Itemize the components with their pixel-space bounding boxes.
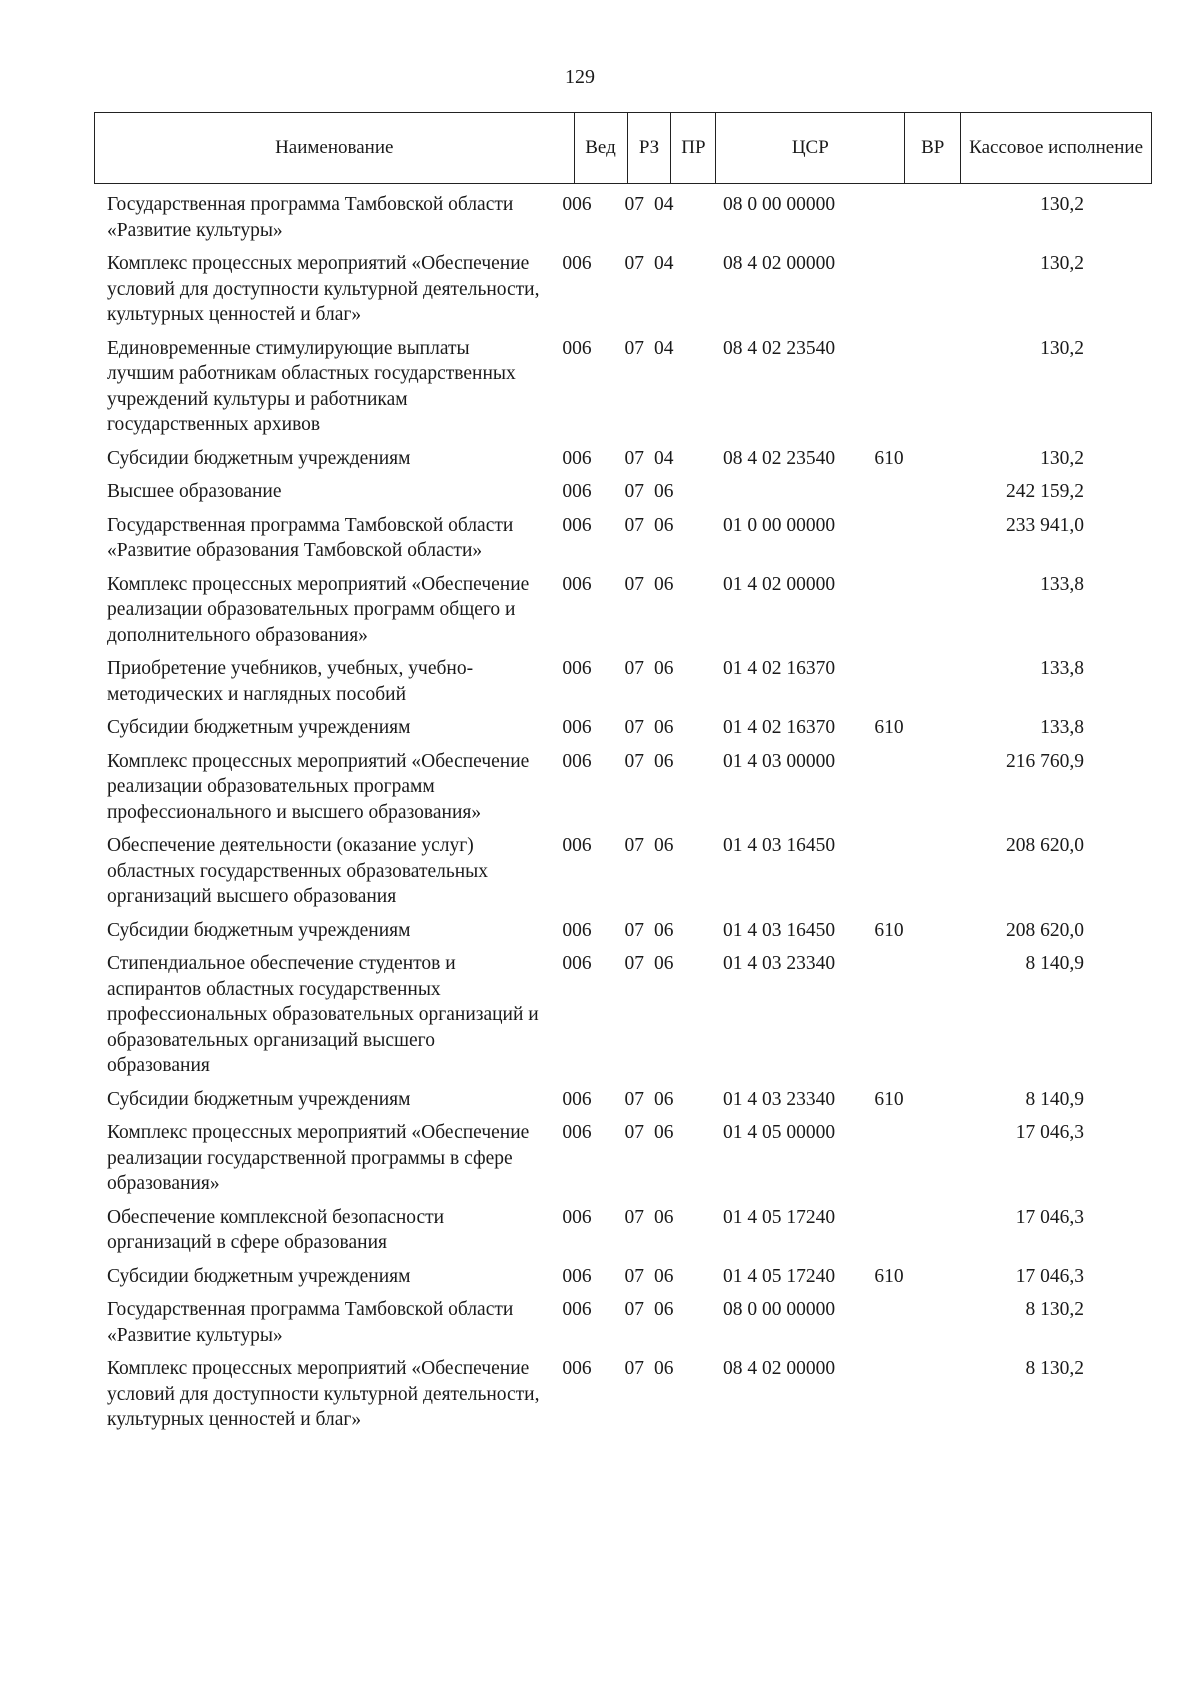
cell-ved: 006 [562,481,592,502]
cell-rz: 07 [624,253,644,274]
cell-ved: 006 [562,953,592,974]
table-row [94,1264,1152,1298]
cell-kas: 133,8 [1040,573,1084,595]
cell-ved: 006 [562,447,592,469]
cell-name: Единовременные стимулирующие выплаты лучшим работникам областных государственных учреждений культуры и работникам государственных архивов [107,337,516,435]
table-row [94,192,1152,251]
cell-vr [853,1356,925,1433]
cell-ved: 006 [562,1265,592,1287]
cell-rz: 07 [624,573,644,595]
cell-vr [853,951,925,1079]
cell-ved: 006 [562,1206,592,1228]
cell-vr: 610 [874,717,904,738]
cell-csr: 01 4 05 17240 [722,1206,836,1228]
cell-pr: 06 [654,573,674,595]
cell-name: Комплекс процессных мероприятий «Обеспечение условий для доступности культурной деятельности, культурных ценностей и благ» [107,253,540,325]
cell-name: Приобретение учебников, учебных, учебно-методических и наглядных пособий [107,658,474,705]
cell-kas: 130,2 [1040,253,1084,274]
cell-pr: 06 [654,1122,674,1143]
cell-kas: 130,2 [1040,337,1084,359]
cell-name: Государственная программа Тамбовской области «Развитие культуры» [107,194,514,241]
cell-name: Высшее образование [107,481,282,502]
cell-ved: 006 [562,835,592,856]
cell-rz: 07 [624,1299,644,1320]
cell-name: Комплекс процессных мероприятий «Обеспечение реализации образовательных программ профессионального и высшего образования» [107,750,530,823]
cell-rz: 07 [624,1206,644,1228]
cell-csr: 08 0 00 00000 [722,194,836,215]
cell-ved: 006 [562,1299,592,1320]
cell-vr [853,192,925,243]
cell-vr [853,572,925,649]
cell-ved: 006 [562,337,592,359]
cell-name: Субсидии бюджетным учреждениям [107,717,411,738]
cell-pr: 04 [654,337,674,359]
cell-kas: 17 046,3 [1015,1122,1084,1143]
cell-rz: 07 [624,658,644,679]
cell-pr: 06 [654,1358,674,1379]
cell-rz: 07 [624,835,644,856]
cell-name: Обеспечение деятельности (оказание услуг) областных государственных образовательных организаций высшего образования [107,835,489,907]
table-header [94,112,1152,184]
table-row [94,833,1152,918]
cell-name: Стипендиальное обеспечение студентов и аспирантов областных государственных профессиональных образовательных организаций и образовательных организаций высшего образования [107,953,539,1076]
cell-kas: 8 140,9 [1025,953,1084,974]
header-csr: ЦСР [716,113,905,183]
table-row [94,251,1152,336]
cell-kas: 8 130,2 [1025,1299,1084,1320]
table-row [94,918,1152,952]
table-row [94,1120,1152,1205]
table-body [94,184,1152,1441]
cell-rz: 07 [624,447,644,469]
cell-vr [853,1120,925,1197]
cell-csr: 01 4 02 00000 [722,573,836,595]
cell-pr: 06 [654,481,674,502]
cell-vr [853,513,925,564]
budget-table [94,112,1152,1441]
cell-name: Субсидии бюджетным учреждениям [107,1088,411,1110]
header-ved: Вед [575,113,628,183]
cell-rz: 07 [624,194,644,215]
cell-pr: 06 [654,750,674,772]
cell-ved: 006 [562,658,592,679]
cell-pr: 06 [654,1265,674,1287]
cell-ved: 006 [562,253,592,274]
cell-pr: 06 [654,1088,674,1110]
cell-name: Субсидии бюджетным учреждениям [107,447,411,469]
cell-rz: 07 [624,750,644,772]
cell-kas: 130,2 [1040,447,1084,469]
table-row [94,513,1152,572]
header-kas: Кассовое исполнение [961,113,1152,183]
table-row [94,479,1152,513]
cell-name: Комплекс процессных мероприятий «Обеспечение реализации образовательных программ общего и дополнительного образования» [107,573,530,646]
header-rz: РЗ [628,113,672,183]
cell-csr: 08 4 02 23540 [722,447,836,469]
cell-csr: 01 4 03 23340 [722,953,836,974]
cell-vr [853,336,925,438]
cell-name: Комплекс процессных мероприятий «Обеспечение реализации государственной программы в сфере образования» [107,1122,530,1194]
cell-ved: 006 [562,514,592,536]
cell-rz: 07 [624,919,644,941]
table-row [94,1297,1152,1356]
cell-kas: 233 941,0 [1006,514,1084,536]
cell-rz: 07 [624,953,644,974]
table-row [94,749,1152,834]
table-row [94,656,1152,715]
cell-pr: 06 [654,717,674,738]
cell-pr: 06 [654,658,674,679]
cell-kas: 8 130,2 [1025,1358,1084,1379]
table-row [94,951,1152,1087]
cell-ved: 006 [562,717,592,738]
cell-rz: 07 [624,1265,644,1287]
cell-vr [853,479,925,505]
cell-pr: 06 [654,953,674,974]
cell-rz: 07 [624,1088,644,1110]
cell-csr: 01 4 05 17240 [722,1265,836,1287]
cell-csr: 01 4 03 16450 [722,919,836,941]
table-row [94,1205,1152,1264]
cell-vr [853,749,925,826]
cell-csr: 01 4 05 00000 [722,1122,836,1143]
cell-pr: 06 [654,514,674,536]
cell-csr: 08 0 00 00000 [722,1299,836,1320]
cell-rz: 07 [624,481,644,502]
cell-kas: 8 140,9 [1025,1088,1084,1110]
cell-vr [853,1297,925,1348]
cell-vr [853,1205,925,1256]
cell-ved: 006 [562,573,592,595]
cell-name: Субсидии бюджетным учреждениям [107,919,411,941]
cell-name: Государственная программа Тамбовской области «Развитие образования Тамбовской области» [107,514,514,561]
cell-kas: 17 046,3 [1015,1265,1084,1287]
cell-ved: 006 [562,750,592,772]
header-pr: ПР [671,113,716,183]
table-row [94,336,1152,446]
cell-pr: 06 [654,835,674,856]
cell-rz: 07 [624,717,644,738]
cell-csr: 01 0 00 00000 [722,514,836,536]
cell-pr: 04 [654,447,674,469]
cell-rz: 07 [624,1358,644,1379]
cell-name: Обеспечение комплексной безопасности организаций в сфере образования [107,1206,445,1253]
cell-name: Субсидии бюджетным учреждениям [107,1265,411,1287]
cell-csr: 01 4 02 16370 [722,658,836,679]
cell-ved: 006 [562,1122,592,1143]
cell-vr [853,251,925,328]
table-row [94,1087,1152,1121]
cell-csr: 01 4 02 16370 [722,717,836,738]
cell-vr: 610 [874,447,904,469]
cell-kas: 242 159,2 [1006,481,1084,502]
header-name: Наименование [95,113,575,183]
cell-vr: 610 [874,1088,904,1110]
cell-rz: 07 [624,514,644,536]
cell-csr: 01 4 03 23340 [722,1088,836,1110]
cell-kas: 17 046,3 [1015,1206,1084,1228]
cell-ved: 006 [562,919,592,941]
cell-rz: 07 [624,337,644,359]
cell-csr: 01 4 03 00000 [722,750,836,772]
cell-csr: 08 4 02 23540 [722,337,836,359]
cell-kas: 133,8 [1040,717,1084,738]
cell-pr: 06 [654,1206,674,1228]
cell-ved: 006 [562,1358,592,1379]
cell-csr: 01 4 03 16450 [722,835,836,856]
header-vr: ВР [905,113,961,183]
cell-vr [853,656,925,707]
cell-vr: 610 [874,919,904,941]
cell-rz: 07 [624,1122,644,1143]
cell-ved: 006 [562,1088,592,1110]
table-row [94,572,1152,657]
cell-vr [853,833,925,910]
cell-kas: 216 760,9 [1006,750,1084,772]
cell-csr: 08 4 02 00000 [722,1358,836,1379]
page-number: 129 [565,66,595,88]
cell-vr: 610 [874,1265,904,1287]
cell-pr: 04 [654,253,674,274]
table-row [94,1356,1152,1441]
cell-kas: 208 620,0 [1006,835,1084,856]
cell-pr: 06 [654,1299,674,1320]
table-row [94,446,1152,480]
cell-kas: 130,2 [1040,194,1084,215]
cell-ved: 006 [562,194,592,215]
cell-csr: 08 4 02 00000 [722,253,836,274]
cell-name: Государственная программа Тамбовской области «Развитие культуры» [107,1299,514,1346]
cell-csr [693,479,853,505]
cell-kas: 208 620,0 [1006,919,1084,941]
cell-pr: 04 [654,194,674,215]
table-row [94,715,1152,749]
cell-name: Комплекс процессных мероприятий «Обеспечение условий для доступности культурной деятельности, культурных ценностей и благ» [107,1358,540,1430]
cell-kas: 133,8 [1040,658,1084,679]
cell-pr: 06 [654,919,674,941]
